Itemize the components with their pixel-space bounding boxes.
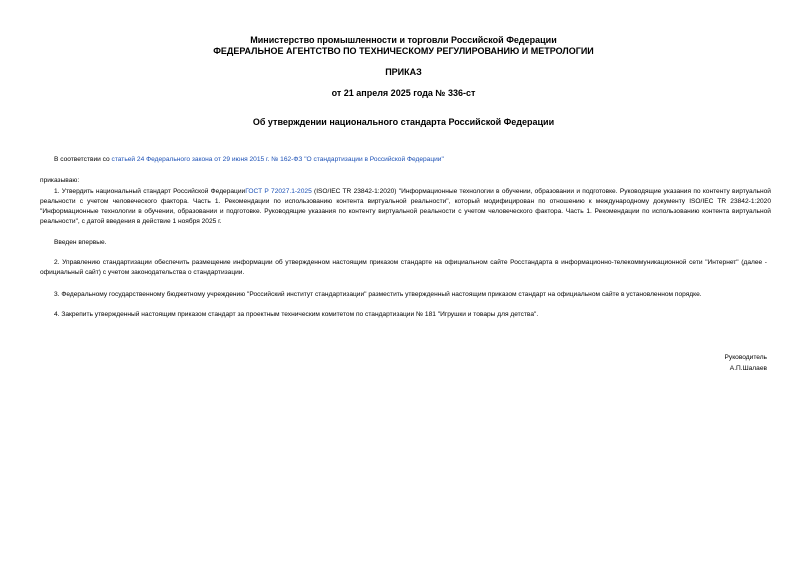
- signatory-title: Руководитель: [724, 354, 767, 361]
- document-type: ПРИКАЗ: [385, 67, 422, 77]
- document-subject: Об утверждении национального стандарта Российской Федерации: [252, 117, 555, 127]
- item-1-paragraph: [40, 187, 771, 227]
- item-4-paragraph: 4. Закрепить утвержденный настоящим приказом стандарт за проектным техническим комитетом по стандартизации № 181 "Игрушки и товары для детства".: [54, 311, 539, 318]
- law-link[interactable]: статьей 24 Федерального закона от 29 июня 2015 г. № 162-ФЗ "О стандартизации в Российской Федерации": [111, 156, 444, 163]
- date-number: от 21 апреля 2025 года № 336-ст: [331, 88, 476, 98]
- introduced-note: Введен впервые.: [54, 239, 107, 246]
- decree-word: приказываю:: [40, 177, 80, 184]
- signature-block: [725, 352, 767, 374]
- item-2-paragraph: 2. Управлению стандартизации обеспечить размещение информации об утвержденном настоящим приказом стандарте на официальном сайте Росстандарта в информационно-телекоммуникационной сети "Интернет" (далее - официальный сайт) с учетом законодательства о стандартизации.: [40, 259, 767, 276]
- preamble-prefix: В соответствии со: [54, 156, 112, 163]
- ministry-heading: Министерство промышленности и торговли Российской Федерации: [250, 35, 557, 45]
- gost-link[interactable]: ГОСТ Р 72027.1-2025: [245, 188, 312, 195]
- item-3-paragraph: 3. Федеральному государственному бюджетному учреждению "Российский институт стандартизации" разместить утвержденный настоящим приказом стандарт на официальном сайте в установленном порядке.: [54, 291, 702, 298]
- signatory-name: А.П.Шалаев: [729, 365, 767, 372]
- item-1-prefix: 1. Утвердить национальный стандарт Российской Федерации: [54, 188, 246, 195]
- item-1-text: (ISO/IEC TR 23842-1:2020) "Информационные технологии в обучении, образовании и подготовке. Руководящие указания по контенту виртуальной реальности с учетом человеческого фактора. Часть 1. Рекомендации по использованию контента виртуальной реальности", который модифицирован по отношению к международному документу ISO/IEC TR 23842-1:2020 "Информационные технологии в обучении, образовании и подготовке. Руководящие указания по контенту виртуальной реальности с учетом человеческого фактора. Часть 1. Рекомендации по использованию контента виртуальной реальности", с датой введения в действие 1 ноября 2025 г.: [40, 188, 771, 225]
- agency-heading: ФЕДЕРАЛЬНОЕ АГЕНТСТВО ПО ТЕХНИЧЕСКОМУ РЕГУЛИРОВАНИЮ И МЕТРОЛОГИИ: [213, 46, 594, 56]
- preamble-paragraph: [40, 155, 780, 165]
